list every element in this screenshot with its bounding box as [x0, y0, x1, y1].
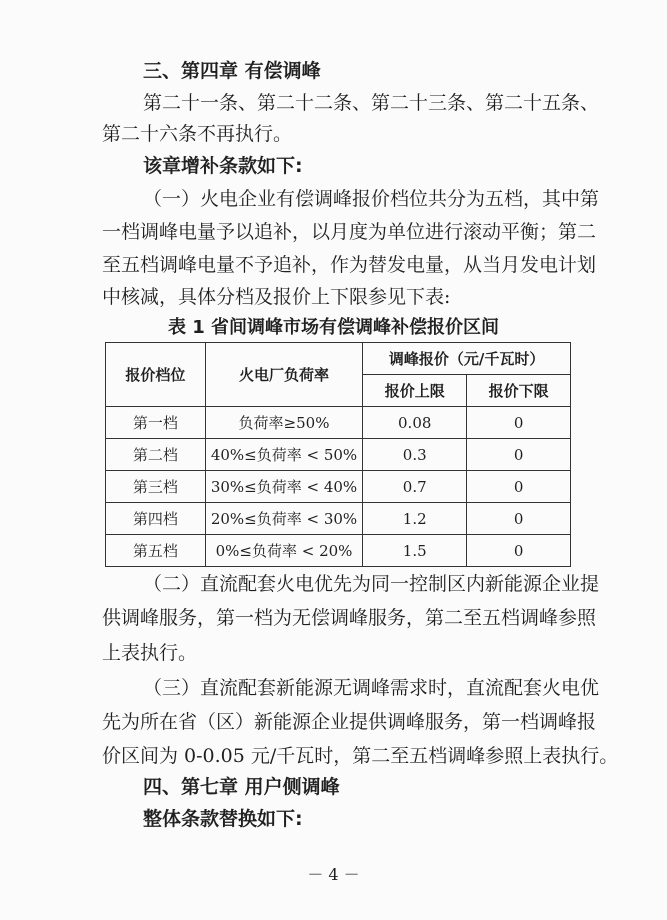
- body-line: 一档调峰电量予以追补，以月度为单位进行滚动平衡；第二: [102, 221, 597, 243]
- tier-cell: 第四档: [106, 503, 206, 535]
- table-caption: 表 1 省间调峰市场有偿调峰补偿报价区间: [167, 317, 500, 338]
- table-row: [106, 407, 571, 439]
- tier-cell: 第三档: [106, 471, 206, 503]
- body-line: （三）直流配套新能源无调峰需求时，直流配套火电优: [143, 677, 600, 699]
- body-line: 先为所在省（区）新能源企业提供调峰服务，第一档调峰报: [102, 711, 597, 733]
- lower-cell: 0: [467, 471, 571, 503]
- body-line: 上表执行。: [102, 642, 198, 664]
- lower-cell: 0: [467, 503, 571, 535]
- body-line: （二）直流配套火电优先为同一控制区内新能源企业提: [143, 573, 600, 595]
- body-line: 至五档调峰电量不予追补，作为替发电量，从当月发电计划: [102, 254, 597, 276]
- section-heading-3: 三、第四章 有偿调峰: [143, 60, 321, 82]
- load-cell: 20%≤负荷率 < 30%: [205, 503, 362, 535]
- lower-cell: 0: [467, 439, 571, 471]
- header-tier: 报价档位: [106, 343, 206, 407]
- body-line: 第二十六条不再执行。: [102, 123, 293, 145]
- upper-cell: 1.5: [363, 535, 467, 567]
- load-cell: 负荷率≥50%: [205, 407, 362, 439]
- body-line: 供调峰服务，第一档为无偿调峰服务，第二至五档调峰参照: [102, 607, 597, 629]
- load-cell: 30%≤负荷率 < 40%: [205, 471, 362, 503]
- tier-cell: 第五档: [106, 535, 206, 567]
- lower-cell: 0: [467, 535, 571, 567]
- upper-cell: 0.3: [363, 439, 467, 471]
- body-line: （一）火电企业有偿调峰报价档位共分为五档，其中第: [143, 188, 600, 210]
- header-upper: 报价上限: [363, 375, 467, 407]
- upper-cell: 0.08: [363, 407, 467, 439]
- header-quote-group: 调峰报价（元/千瓦时）: [363, 343, 571, 375]
- upper-cell: 0.7: [363, 471, 467, 503]
- sub-heading: 该章增补条款如下:: [143, 155, 303, 177]
- header-lower: 报价下限: [467, 375, 571, 407]
- upper-cell: 1.2: [363, 503, 467, 535]
- page-number: － 4 －: [307, 865, 360, 884]
- section-heading-4: 四、第七章 用户侧调峰: [143, 776, 340, 798]
- table-row: [106, 439, 571, 471]
- table-row: [106, 535, 571, 567]
- load-cell: 40%≤负荷率 < 50%: [205, 439, 362, 471]
- quote-table: [105, 342, 571, 567]
- lower-cell: 0: [467, 407, 571, 439]
- table-row: [106, 471, 571, 503]
- body-line: 价区间为 0-0.05 元/千瓦时，第二至五档调峰参照上表执行。: [102, 745, 619, 767]
- sub-heading: 整体条款替换如下:: [143, 808, 303, 830]
- header-load: 火电厂负荷率: [205, 343, 362, 407]
- load-cell: 0%≤负荷率 < 20%: [205, 535, 362, 567]
- table-row: [106, 503, 571, 535]
- body-line: 第二十一条、第二十二条、第二十三条、第二十五条、: [143, 92, 600, 114]
- tier-cell: 第一档: [106, 407, 206, 439]
- tier-cell: 第二档: [106, 439, 206, 471]
- body-line: 中核减，具体分档及报价上下限参见下表:: [102, 286, 451, 308]
